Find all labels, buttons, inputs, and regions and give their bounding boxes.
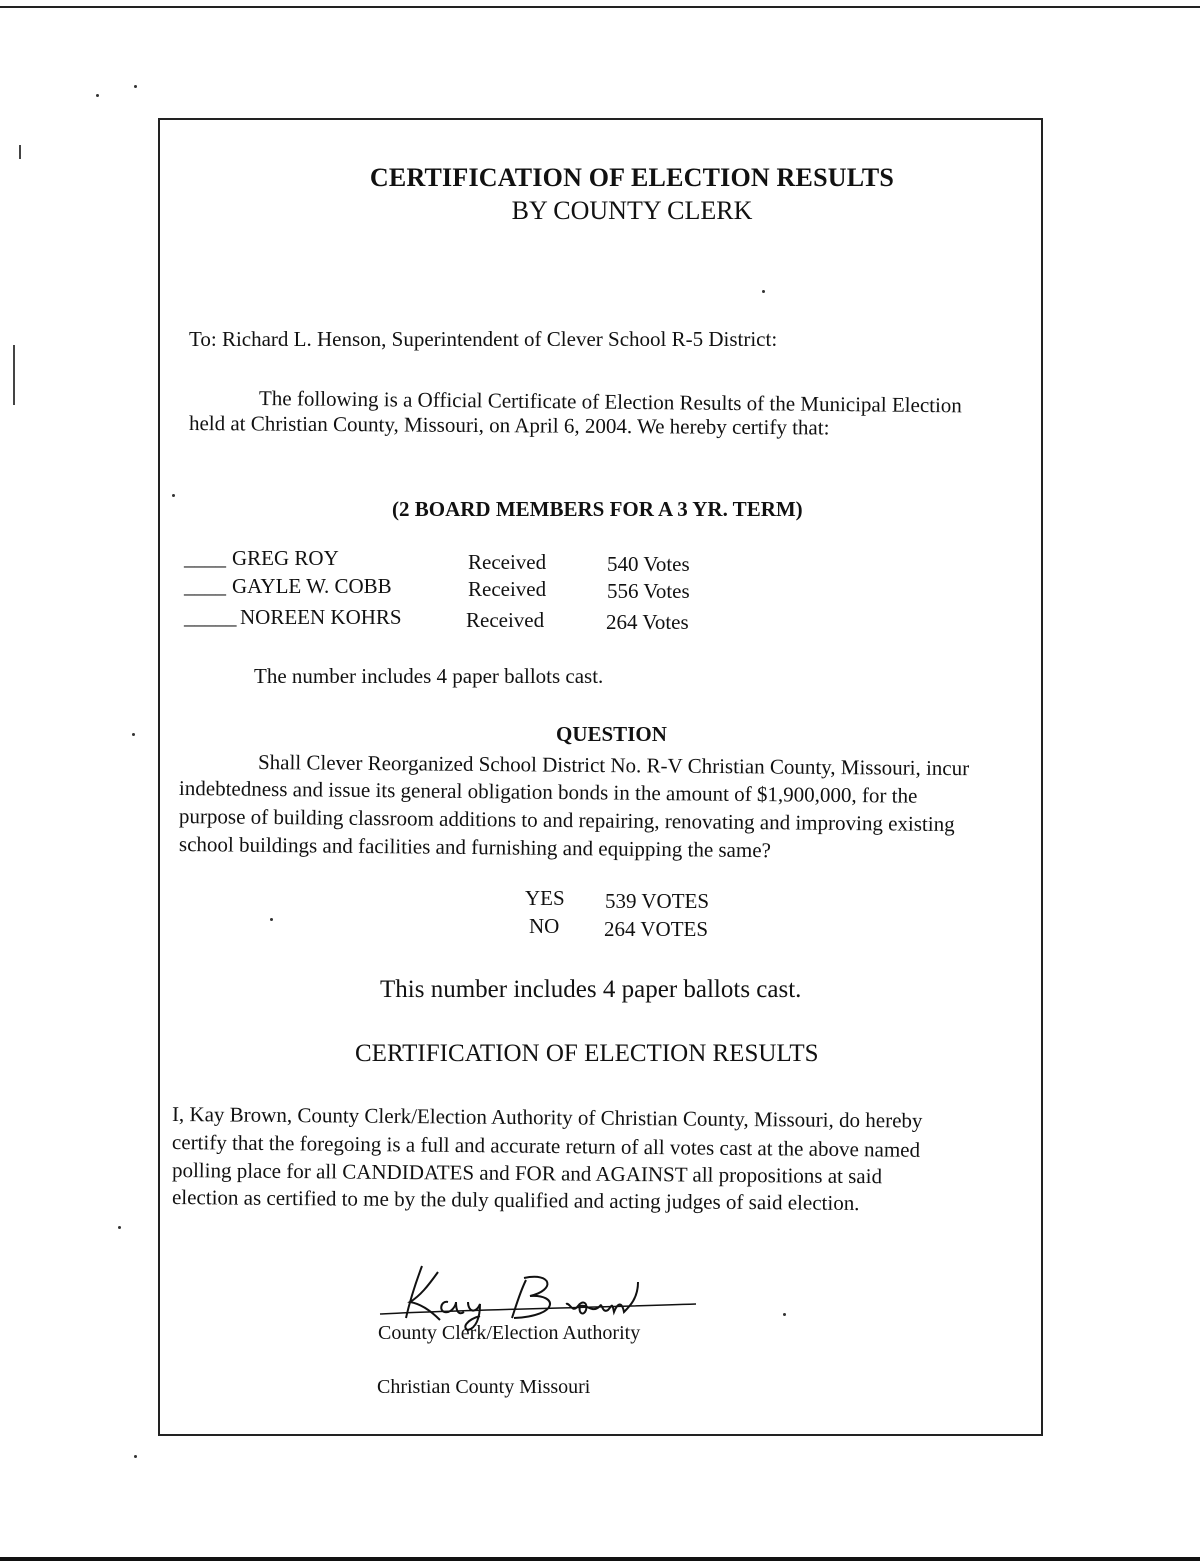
- document-subtitle: BY COUNTY CLERK: [511, 196, 753, 225]
- result-label: YES: [525, 886, 565, 910]
- certification-line-1: I, Kay Brown, County Clerk/Election Authority of Christian County, Missouri, do hereby: [171, 1102, 923, 1133]
- candidate-status: Received: [468, 550, 547, 574]
- intro-line-2: held at Christian County, Missouri, on April 6, 2004. We hereby certify that:: [188, 411, 830, 440]
- signature-title: County Clerk/Election Authority: [378, 1322, 641, 1344]
- intro-line-1: The following is a Official Certificate of Election Results of the Municipal Election: [258, 386, 963, 418]
- addressee-line: To: Richard L. Henson, Superintendent of Clever School R-5 District:: [189, 327, 778, 351]
- question-note: This number includes 4 paper ballots cast.: [380, 976, 802, 1003]
- certification-line-3: polling place for all CANDIDATES and FOR and AGAINST all propositions at said: [171, 1158, 883, 1189]
- candidate-name: GAYLE W. COBB: [232, 574, 392, 598]
- scan-speck: [134, 85, 137, 88]
- scan-speck: [762, 290, 765, 293]
- result-votes: 264 VOTES: [604, 917, 709, 941]
- top-edge-rule: [0, 6, 1200, 8]
- certification-heading: CERTIFICATION OF ELECTION RESULTS: [355, 1040, 819, 1067]
- question-line-2: indebtedness and issue its general obligation bonds in the amount of $1,900,000, for the: [178, 776, 918, 808]
- question-line-3: purpose of building classroom additions to and repairing, renovating and improving existing: [178, 804, 955, 837]
- signature-location: Christian County Missouri: [377, 1376, 591, 1398]
- candidate-blank: ____: [184, 546, 226, 570]
- result-votes: 539 VOTES: [605, 889, 710, 913]
- bottom-edge-rule: [0, 1557, 1200, 1561]
- candidate-votes: 264 Votes: [606, 610, 689, 634]
- scan-speck: [118, 1226, 121, 1229]
- question-line-1: Shall Clever Reorganized School District No. R-V Christian County, Missouri, incur: [257, 750, 970, 781]
- candidate-name: NOREEN KOHRS: [240, 605, 402, 629]
- certification-line-2: certify that the foregoing is a full and accurate return of all votes cast at the above named: [171, 1130, 921, 1162]
- result-label: NO: [529, 914, 560, 938]
- candidate-blank: _____: [184, 605, 237, 629]
- scan-speck: [783, 1313, 786, 1316]
- certification-line-4: election as certified to me by the duly qualified and acting judges of said election.: [171, 1185, 860, 1215]
- candidate-votes: 540 Votes: [607, 552, 690, 576]
- scan-speck: [172, 494, 175, 497]
- candidate-name: GREG ROY: [232, 546, 339, 570]
- scan-speck: [270, 918, 273, 921]
- candidate-votes: 556 Votes: [607, 579, 690, 603]
- candidate-blank: ____: [184, 574, 226, 598]
- scan-mark: [19, 145, 21, 159]
- scan-speck: [134, 1455, 137, 1458]
- question-line-4: school buildings and facilities and furnishing and equipping the same?: [178, 832, 772, 863]
- board-note: The number includes 4 paper ballots cast.: [254, 664, 604, 688]
- question-heading: QUESTION: [556, 722, 667, 746]
- scan-speck: [96, 94, 99, 97]
- candidate-status: Received: [468, 577, 547, 601]
- candidate-status: Received: [466, 608, 545, 632]
- document-title: CERTIFICATION OF ELECTION RESULTS: [369, 163, 895, 192]
- scan-speck: [132, 733, 135, 736]
- board-heading: (2 BOARD MEMBERS FOR A 3 YR. TERM): [392, 497, 803, 521]
- scan-mark: [13, 345, 15, 405]
